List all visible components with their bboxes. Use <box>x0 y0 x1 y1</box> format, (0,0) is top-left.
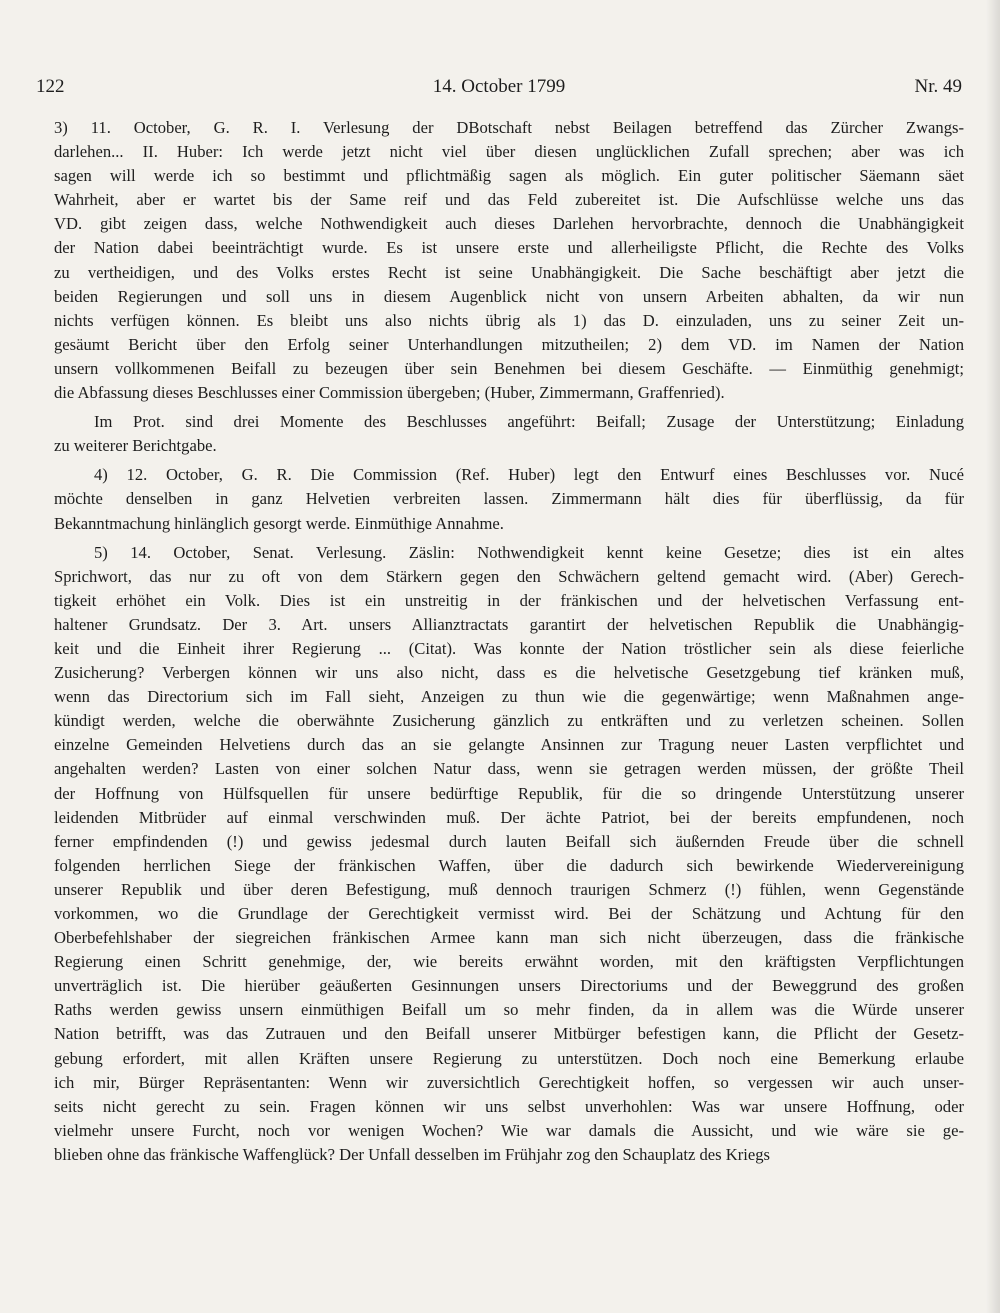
text-line: zu vertheidigen, und des Volks erstes Recht ist seine Unabhängigkeit. Die Sache beschäftigt aber jetzt die <box>54 262 964 282</box>
document-number: Nr. 49 <box>914 76 962 97</box>
header-date: 14. October 1799 <box>432 76 566 97</box>
text-line: die Abfassung dieses Beschlusses einer Commission übergeben; (Huber, Zimmermann, Graffenried). <box>54 383 725 403</box>
text-line: 4) 12. October, G. R. Die Commission (Ref. Huber) legt den Entwurf eines Beschlusses vor. Nucé <box>94 465 964 485</box>
text-line: unserer Republik und über deren Befestigung, muß dennoch traurigen Schmerz (!) fühlen, wenn Gegenstände <box>54 879 964 899</box>
page-edge-shadow <box>986 0 1000 1313</box>
text-line: seits nicht gerecht zu sein. Fragen können wir uns selbst unverhohlen: Was war unsere Hoffnung, oder <box>54 1096 964 1116</box>
text-line: darlehen... II. Huber: Ich werde jetzt nicht viel über diesen unglücklichen Zufall sprechen; aber was ich <box>54 142 964 162</box>
text-line: ich mir, Bürger Repräsentanten: Wenn wir zuversichtlich Gerechtigkeit hoffen, so vergessen wir auch unser- <box>54 1072 964 1092</box>
text-line: Nation betrifft, was das Zutrauen und den Beifall unserer Mitbürger befestigen kann, die Pflicht der Gesetz- <box>54 1024 964 1044</box>
text-line: Bekanntmachung hinlänglich gesorgt werde. Einmüthige Annahme. <box>54 513 504 533</box>
text-line: vielmehr unsere Furcht, noch vor wenigen Wochen? Wie war damals die Aussicht, und wie wäre sie ge- <box>54 1120 964 1140</box>
text-line: möchte denselben in ganz Helvetien verbreiten lassen. Zimmermann hält dies für überflüssig, da für <box>54 489 964 509</box>
text-line: der Hoffnung von Hülfsquellen für unsere bedürftige Republik, für die so dringende Unterstützung unserer <box>54 783 964 803</box>
text-line: einzelne Gemeinden Helvetiens durch das an sie gelangte Ansinnen zur Tragung neuer Lasten verpflichtet und <box>54 735 964 755</box>
text-line: kündigt werden, welche die oberwähnte Zusicherung gänzlich zu entkräften und zu verletzen scheinen. Sollen <box>54 711 964 731</box>
text-line: gebung erfordert, mit allen Kräften unsere Regierung zu unterstützen. Doch noch eine Bemerkung erlaube <box>54 1048 964 1068</box>
text-line: zu weiterer Berichtgabe. <box>54 436 217 456</box>
page-number: 122 <box>36 76 65 97</box>
text-line: VD. gibt zeigen dass, welche Nothwendigkeit auch dieses Darlehen hervorbrachte, dennoch die Unabhängigkeit <box>54 214 964 234</box>
running-header <box>36 76 962 102</box>
text-line: leidenden Mitbrüder auf einmal verschwinden muß. Der ächte Patriot, bei der bereits empfundenen, noch <box>54 807 964 827</box>
body-text <box>54 116 964 1172</box>
paragraph <box>54 116 964 405</box>
text-line: haltener Grundsatz. Der 3. Art. unsers Allianztractats garantirt der helvetischen Republik die Unabhängig- <box>54 614 964 634</box>
text-line: blieben ohne das fränkische Waffenglück? Der Unfall desselben im Frühjahr zog den Schauplatz des Kriegs <box>54 1144 770 1164</box>
text-line: Zusicherung? Verbergen können wir uns also nicht, dass es die helvetische Gesetzgebung tief kränken muß, <box>54 663 964 683</box>
text-line: sagen will werde ich so bestimmt und pflichtmäßig sagen als möglich. Ein guter politischer Säemann säet <box>54 166 964 186</box>
text-line: nichts verfügen können. Es bleibt uns also nichts übrig als 1) das D. einzuladen, uns zu seiner Zeit un- <box>54 310 964 330</box>
paragraph <box>54 410 964 458</box>
text-line: angehalten werden? Lasten von einer solchen Natur dass, wenn sie getragen werden müssen, der größte Theil <box>54 759 964 779</box>
text-line: Sprichwort, das nur zu oft von dem Stärkern gegen den Schwächern geltend gemacht wird. (Aber) Gerech- <box>54 566 964 586</box>
text-line: Oberbefehlshaber der siegreichen fränkischen Armee kann man sich nicht überzeugen, dass die fränkische <box>54 928 964 948</box>
text-line: vorkommen, wo die Grundlage der Gerechtigkeit vermisst wird. Bei der Schätzung und Achtung für den <box>54 904 964 923</box>
text-line: der Nation dabei beeinträchtigt wurde. Es ist unsere erste und allerheiligste Pflicht, die Rechte des Volks <box>54 238 964 258</box>
text-line: folgenden herrlichen Siege der fränkischen Waffen, über die dadurch sich bewirkende Wiedervereinigung <box>54 855 964 875</box>
text-line: 5) 14. October, Senat. Verlesung. Zäslin: Nothwendigkeit kennt keine Gesetze; dies ist ein altes <box>94 542 964 562</box>
paragraph <box>54 541 964 1167</box>
text-line: tigkeit erhöhet ein Volk. Dies ist ein unstreitig in der fränkischen und der helvetischen Verfassung ent- <box>54 590 964 610</box>
text-line: wenn das Directorium sich im Fall sieht, Anzeigen zu thun wie die gegenwärtige; wenn Maßnahmen ange- <box>54 687 964 707</box>
text-line: Raths werden gewiss unsern einmüthigen Beifall um so mehr finden, da in allem was die Würde unserer <box>54 1000 964 1020</box>
text-line: gesäumt Bericht über den Erfolg seiner Unterhandlungen mitzutheilen; 2) dem VD. im Namen der Nation <box>54 334 964 354</box>
text-line: unverträglich ist. Die hierüber geäußerten Gesinnungen unsers Directoriums und der Beweggrund des großen <box>54 976 964 996</box>
text-line: Wahrheit, aber er wartet bis der Same reif und das Feld zubereitet ist. Die Aufschlüsse welche uns das <box>54 190 964 210</box>
text-line: beiden Regierungen und soll uns in diesem Augenblick nicht von unsern Arbeiten abhalten, da wir nun <box>54 286 964 306</box>
text-line: unsern vollkommenen Beifall zu bezeugen über sein Benehmen bei diesem Geschäfte. — Einmüthig genehmigt; <box>54 358 964 378</box>
text-line: 3) 11. October, G. R. I. Verlesung der DBotschaft nebst Beilagen betreffend das Zürcher Zwangs- <box>54 118 964 137</box>
text-line: Im Prot. sind drei Momente des Beschlusses angeführt: Beifall; Zusage der Unterstützung; Einladung <box>94 412 964 432</box>
text-line: ferner empfindenden (!) und gewiss jedesmal durch lauten Beifall sich äußernden Freude über die schnell <box>54 831 964 851</box>
text-line: keit und die Einheit ihrer Regierung ... (Citat). Was konnte der Nation tröstlicher sein als diese feierliche <box>54 638 964 658</box>
paragraph <box>54 463 964 535</box>
text-line: Regierung einen Schritt genehmige, der, wie bereits erwähnt worden, mit den kräftigsten Verpflichtungen <box>54 952 964 972</box>
